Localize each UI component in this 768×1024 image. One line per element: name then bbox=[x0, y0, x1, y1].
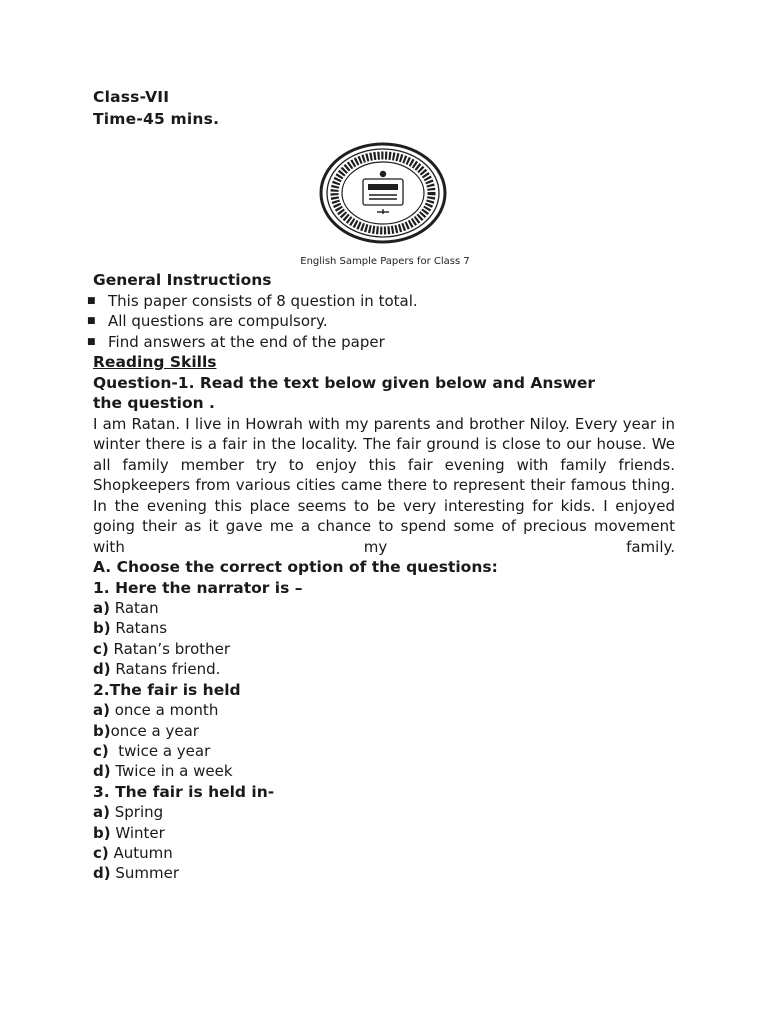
option-row bbox=[93, 802, 675, 822]
option-letter: a) bbox=[93, 701, 110, 720]
class-label: Class-VII bbox=[93, 88, 170, 106]
bullet-icon: ■ bbox=[87, 316, 96, 326]
option-row bbox=[93, 823, 675, 843]
question-1-title-line2: the question . bbox=[93, 394, 215, 412]
question-title: 1. Here the narrator is – bbox=[93, 578, 303, 597]
option-row bbox=[93, 659, 675, 679]
instruction-item bbox=[85, 291, 667, 312]
seal-container bbox=[93, 136, 675, 248]
option-row bbox=[93, 618, 675, 638]
option-letter: b) bbox=[93, 721, 111, 740]
option-row bbox=[93, 761, 675, 781]
reading-skills-title: Reading Skills bbox=[93, 353, 217, 371]
option-letter: a) bbox=[93, 599, 110, 617]
instruction-text: This paper consists of 8 question in total. bbox=[108, 291, 418, 310]
option-text: Spring bbox=[109, 803, 164, 822]
option-row bbox=[93, 639, 675, 659]
option-text: Twice in a week bbox=[110, 762, 233, 781]
option-row bbox=[93, 700, 675, 720]
option-text: once a year bbox=[110, 721, 199, 740]
instruction-item bbox=[85, 332, 667, 353]
instruction-text: Find answers at the end of the paper bbox=[108, 332, 385, 351]
option-text: Ratan bbox=[109, 599, 159, 617]
option-letter: b) bbox=[93, 823, 111, 842]
option-letter: a) bbox=[93, 803, 110, 822]
option-letter: c) bbox=[93, 639, 109, 658]
option-text: Ratans friend. bbox=[110, 660, 221, 679]
instruction-text: All questions are compulsory. bbox=[108, 312, 328, 330]
general-instructions-title: General Instructions bbox=[93, 271, 272, 289]
option-row bbox=[93, 843, 675, 863]
option-row bbox=[93, 741, 675, 761]
question-1-title-line1: Question-1. Read the text below given below and Answer bbox=[93, 373, 596, 392]
option-text: Ratans bbox=[110, 619, 168, 638]
option-row bbox=[93, 721, 675, 741]
option-text: twice a year bbox=[108, 741, 211, 760]
question-title: 2.The fair is held bbox=[93, 680, 241, 699]
instruction-item bbox=[85, 311, 667, 332]
instructions-list bbox=[85, 291, 667, 353]
option-letter: d) bbox=[93, 660, 111, 679]
section-a-title: A. Choose the correct option of the questions: bbox=[93, 558, 498, 576]
option-text: once a month bbox=[109, 701, 219, 720]
option-row bbox=[93, 863, 675, 883]
reading-passage: I am Ratan. I live in Howrah with my parents and brother Niloy. Every year in winter there is a fair in the locality. The fair ground is close to our house. We all family member try to enjoy this fair evening with family friends. Shopkeepers from various cities came there to represent their famous thing. In the evening this place seems to be very interesting for kids. I enjoyed going their as it gave me a chance to spend some of precious movement with my family. bbox=[93, 414, 675, 556]
option-text: Autumn bbox=[108, 844, 173, 863]
option-letter: d) bbox=[93, 864, 111, 883]
bullet-icon: ■ bbox=[87, 295, 96, 306]
question-title: 3. The fair is held in- bbox=[93, 782, 275, 801]
bullet-icon: ■ bbox=[87, 336, 96, 347]
option-letter: c) bbox=[93, 844, 109, 863]
west-bengal-board-seal-icon bbox=[319, 142, 447, 244]
image-caption: English Sample Papers for Class 7 bbox=[300, 256, 470, 267]
option-text: Winter bbox=[110, 823, 165, 842]
time-label: Time-45 mins. bbox=[93, 110, 220, 128]
option-letter: d) bbox=[93, 762, 111, 781]
document-page bbox=[87, 86, 675, 884]
option-letter: b) bbox=[93, 619, 111, 638]
option-letter: c) bbox=[93, 741, 109, 760]
option-text: Ratan’s brother bbox=[108, 639, 231, 658]
option-row bbox=[93, 598, 675, 618]
option-text: Summer bbox=[110, 864, 180, 883]
